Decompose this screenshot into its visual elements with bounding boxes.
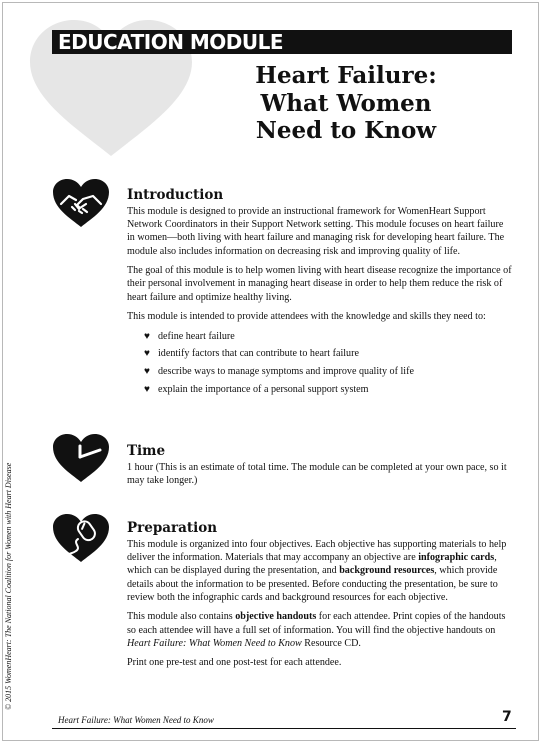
title-line-2: What Women xyxy=(260,89,432,117)
introduction-paragraph-1: This module is designed to provide an instructional framework for WomenHeart Support Network Coordinators in their Support Network setting. This module focuses on heart failure in women—both living with heart failure and managing risk for developing heart failure. The module also includes information on decreasing risk and improving quality of life. xyxy=(127,206,505,257)
clock-heart-icon xyxy=(52,433,110,483)
objective-handouts-term: objective handouts xyxy=(235,611,317,623)
infographic-cards-term: infographic cards xyxy=(418,552,495,564)
page-title xyxy=(214,62,478,145)
handshake-heart-icon xyxy=(52,178,110,228)
heart-bullet-icon: ♥ xyxy=(144,330,150,342)
mouse-heart-icon xyxy=(52,513,110,563)
list-item: ♥ identify factors that can contribute to heart failure xyxy=(144,348,359,360)
list-item: ♥ explain the importance of a personal support system xyxy=(144,383,369,395)
list-item: ♥ describe ways to manage symptoms and improve quality of life xyxy=(144,365,414,377)
footer-title: Heart Failure: What Women Need to Know xyxy=(58,715,214,725)
footer-divider xyxy=(52,728,516,729)
heart-bullet-icon: ♥ xyxy=(144,348,150,360)
time-paragraph: 1 hour (This is an estimate of total time. The module can be completed at your own pace, so it may take longer.) xyxy=(127,462,507,487)
introduction-paragraph-2: The goal of this module is to help women living with heart disease recognize the importance of their personal involvement in managing heart disease in order to help them reduce the risk of heart failure and optimize healthy living. xyxy=(127,265,512,303)
background-resources-term: background resources xyxy=(339,565,435,577)
preparation-paragraph-2: This module also contains objective handouts for each attendee. Print copies of the handouts so each attendee will have a full set of information. You will find the objective handouts on Heart Failure: What Women Need to Know Resource CD. xyxy=(127,611,506,649)
heart-bullet-icon: ♥ xyxy=(144,365,150,377)
preparation-paragraph-3: Print one pre-test and one post-test for each attendee. xyxy=(127,657,342,669)
time-section xyxy=(127,443,512,494)
preparation-section xyxy=(127,520,512,676)
time-heading: Time xyxy=(127,443,166,459)
introduction-section xyxy=(127,187,512,400)
page-number: 7 xyxy=(502,709,512,725)
copyright-credit: © 2015 WomenHeart: The National Coalition for Women with Heart Disease xyxy=(4,462,13,710)
resource-cd-title: Heart Failure: What Women Need to Know xyxy=(127,637,302,649)
introduction-heading: Introduction xyxy=(127,187,224,203)
introduction-paragraph-3: This module is intended to provide attendees with the knowledge and skills they need to: xyxy=(127,311,486,323)
heart-bullet-icon: ♥ xyxy=(144,383,150,395)
title-line-1: Heart Failure: xyxy=(255,62,437,89)
preparation-heading: Preparation xyxy=(127,520,218,536)
objectives-list xyxy=(127,330,512,396)
preparation-paragraph-1: This module is organized into four objectives. Each objective has supporting materials to help deliver the information. Materials that may accompany an objective are infographic cards, which can be displayed during the presentation, and background resources, which provide details about the information to be presented. Before conducting the presentation, be sure to review both the infographic cards and background resources for each objective. xyxy=(127,539,507,603)
list-item: ♥ define heart failure xyxy=(144,330,235,342)
education-module-banner: EDUCATION MODULE xyxy=(52,30,512,54)
title-line-3: Need to Know xyxy=(255,117,437,144)
